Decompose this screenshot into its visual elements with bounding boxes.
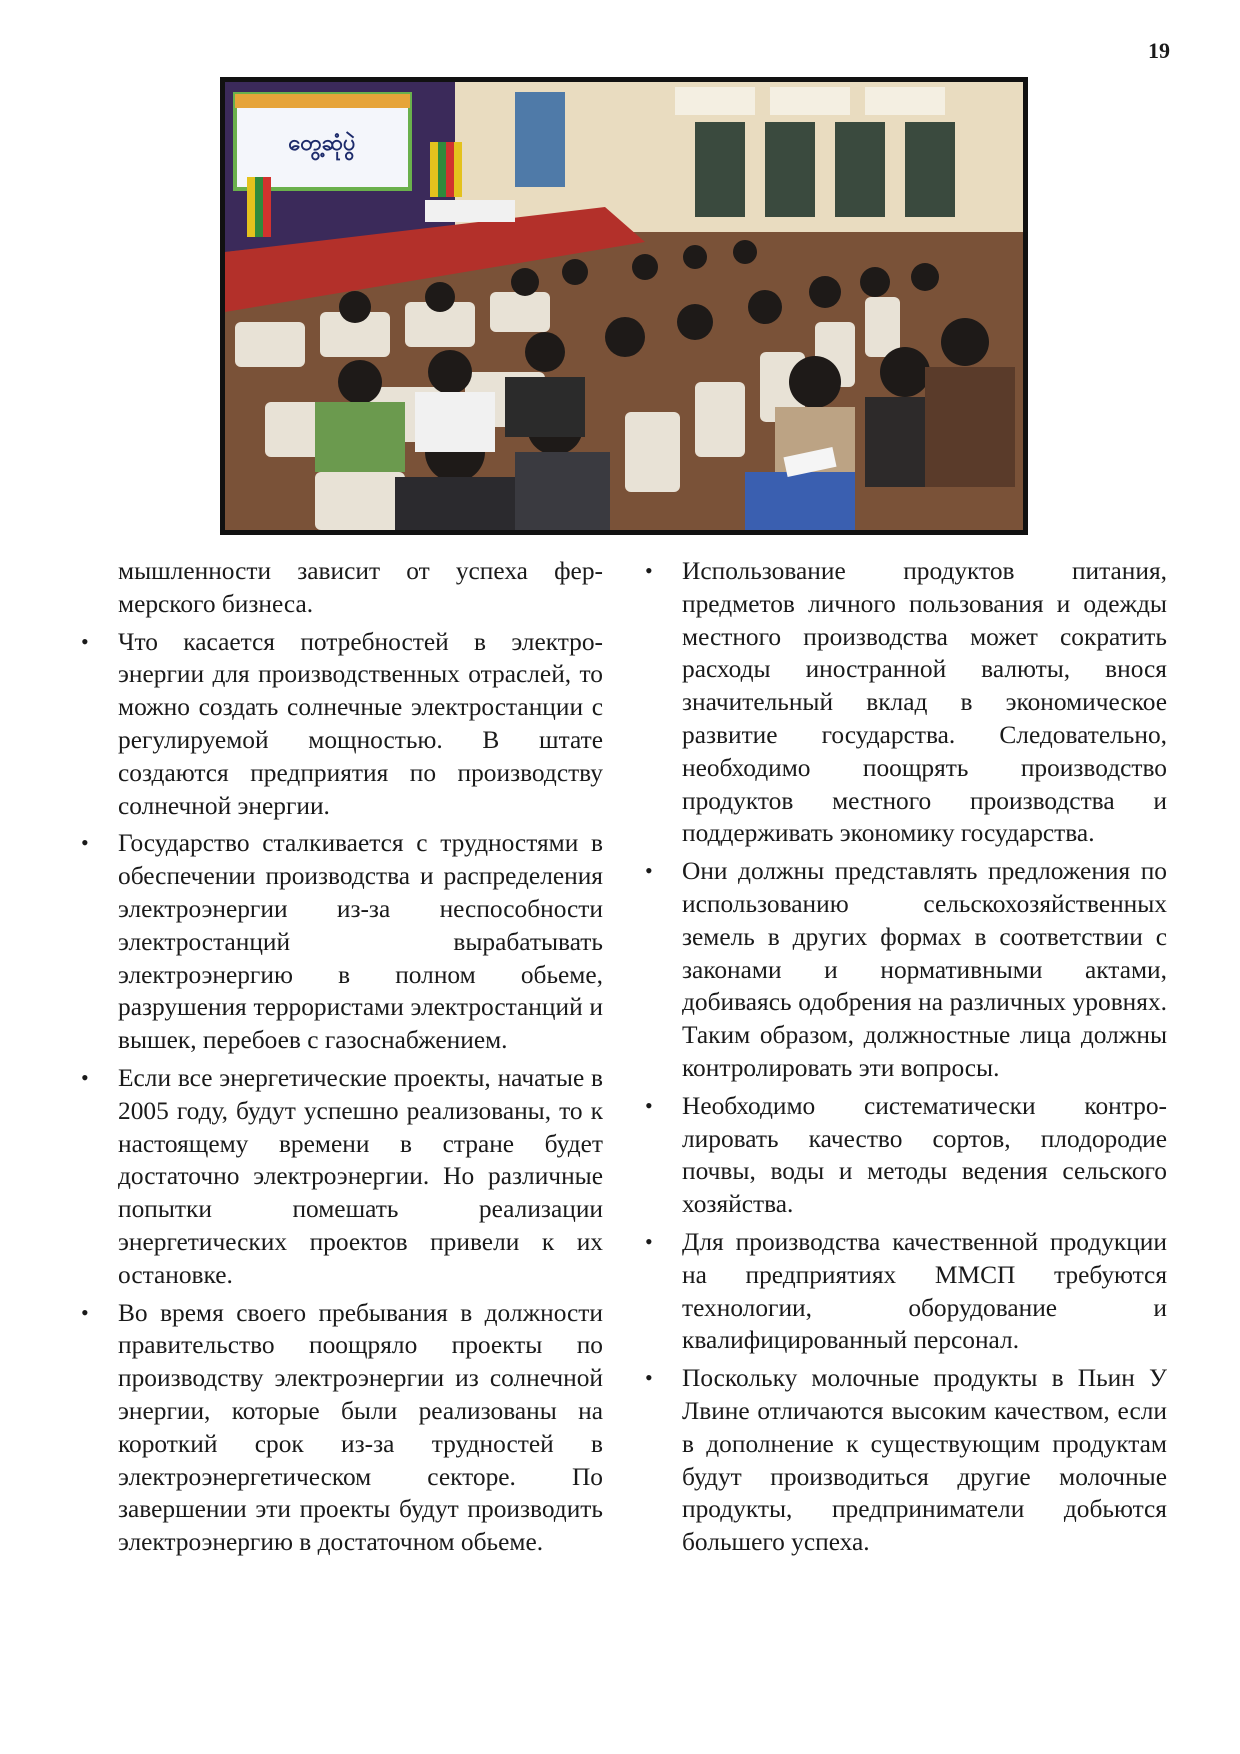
right-column [682,555,1167,1564]
left-bullet-1: • Что касается потребностей в электроэнергии для производственных отраслей, то можно создать солнечные электростанции с регулируемой мощностью. В штате создаются предприятия по производству солнечной энергии. [118,626,603,823]
right-bullet-1: • Использование продуктов питания, предметов личного пользования и одежды местного производства может сократить расходы иностранной валюты, внося значительный вклад в экономическое развитие государства. Следовательно, необходимо поощрять производство продуктов местного производства и поддерживать экономику государства. [682,555,1167,850]
left-bullet-4: • Во время своего пребывания в должности правительство поощряло проекты по производству электроэнергии из солнечной энергии, которые были реализованы на короткий срок из-за трудностей в электроэнергетическом секторе. По завершении эти проекты будут производить электроэнергию в достаточном обьеме. [118,1297,603,1559]
right-bullet-4: • Для производства качественной продукции на предприятиях ММСП требуются технологии, оборудование и квалифицированный персонал. [682,1226,1167,1357]
right-bullet-5: • Поскольку молочные продукты в Пьин У Лвине отличаются высоким качеством, если в дополнение к существующим продуктам будут производиться другие молочные продукты, предприниматели добьются большего успеха. [682,1362,1167,1559]
page-number: 19 [1148,38,1170,63]
right-bullet-3: • Необходимо систематически контролировать качество сортов, плодородие почвы, воды и методы ведения сельского хозяйства. [682,1090,1167,1221]
right-bullet-2: • Они должны представлять предложения по использованию сельскохозяйственных земель в других формах в соответствии с законами и нормативными актами, добиваясь одобрения на различных уровнях. Таким образом, должностные лица должны контролировать эти вопросы. [682,855,1167,1085]
left-bullet-list [118,626,603,1559]
conference-photo [220,77,1028,535]
left-column [118,555,603,1564]
left-column-continuation: мышленности зависит от успеха фермерского бизнеса. [118,557,603,618]
left-bullet-3: • Если все энергетические проекты, начатые в 2005 году, будут успешно реализованы, то к настоящему времени в стране будет достаточно электроэнергии. Но различные попытки помешать реализации энергетических проектов привели к их остановке. [118,1062,603,1292]
left-bullet-2: • Государство сталкивается с трудностями в обеспечении производства и распределения электроэнергии из-за неспособности электростанций вырабатывать электроэнергию в полном обьеме, разрушения террористами электростанций и вышек, перебоев с газоснабжением. [118,827,603,1057]
screen-banner-text: တွေ့ဆုံပွဲ [288,131,356,156]
right-bullet-list [682,555,1167,1559]
conference-photo-illustration [225,82,1023,530]
